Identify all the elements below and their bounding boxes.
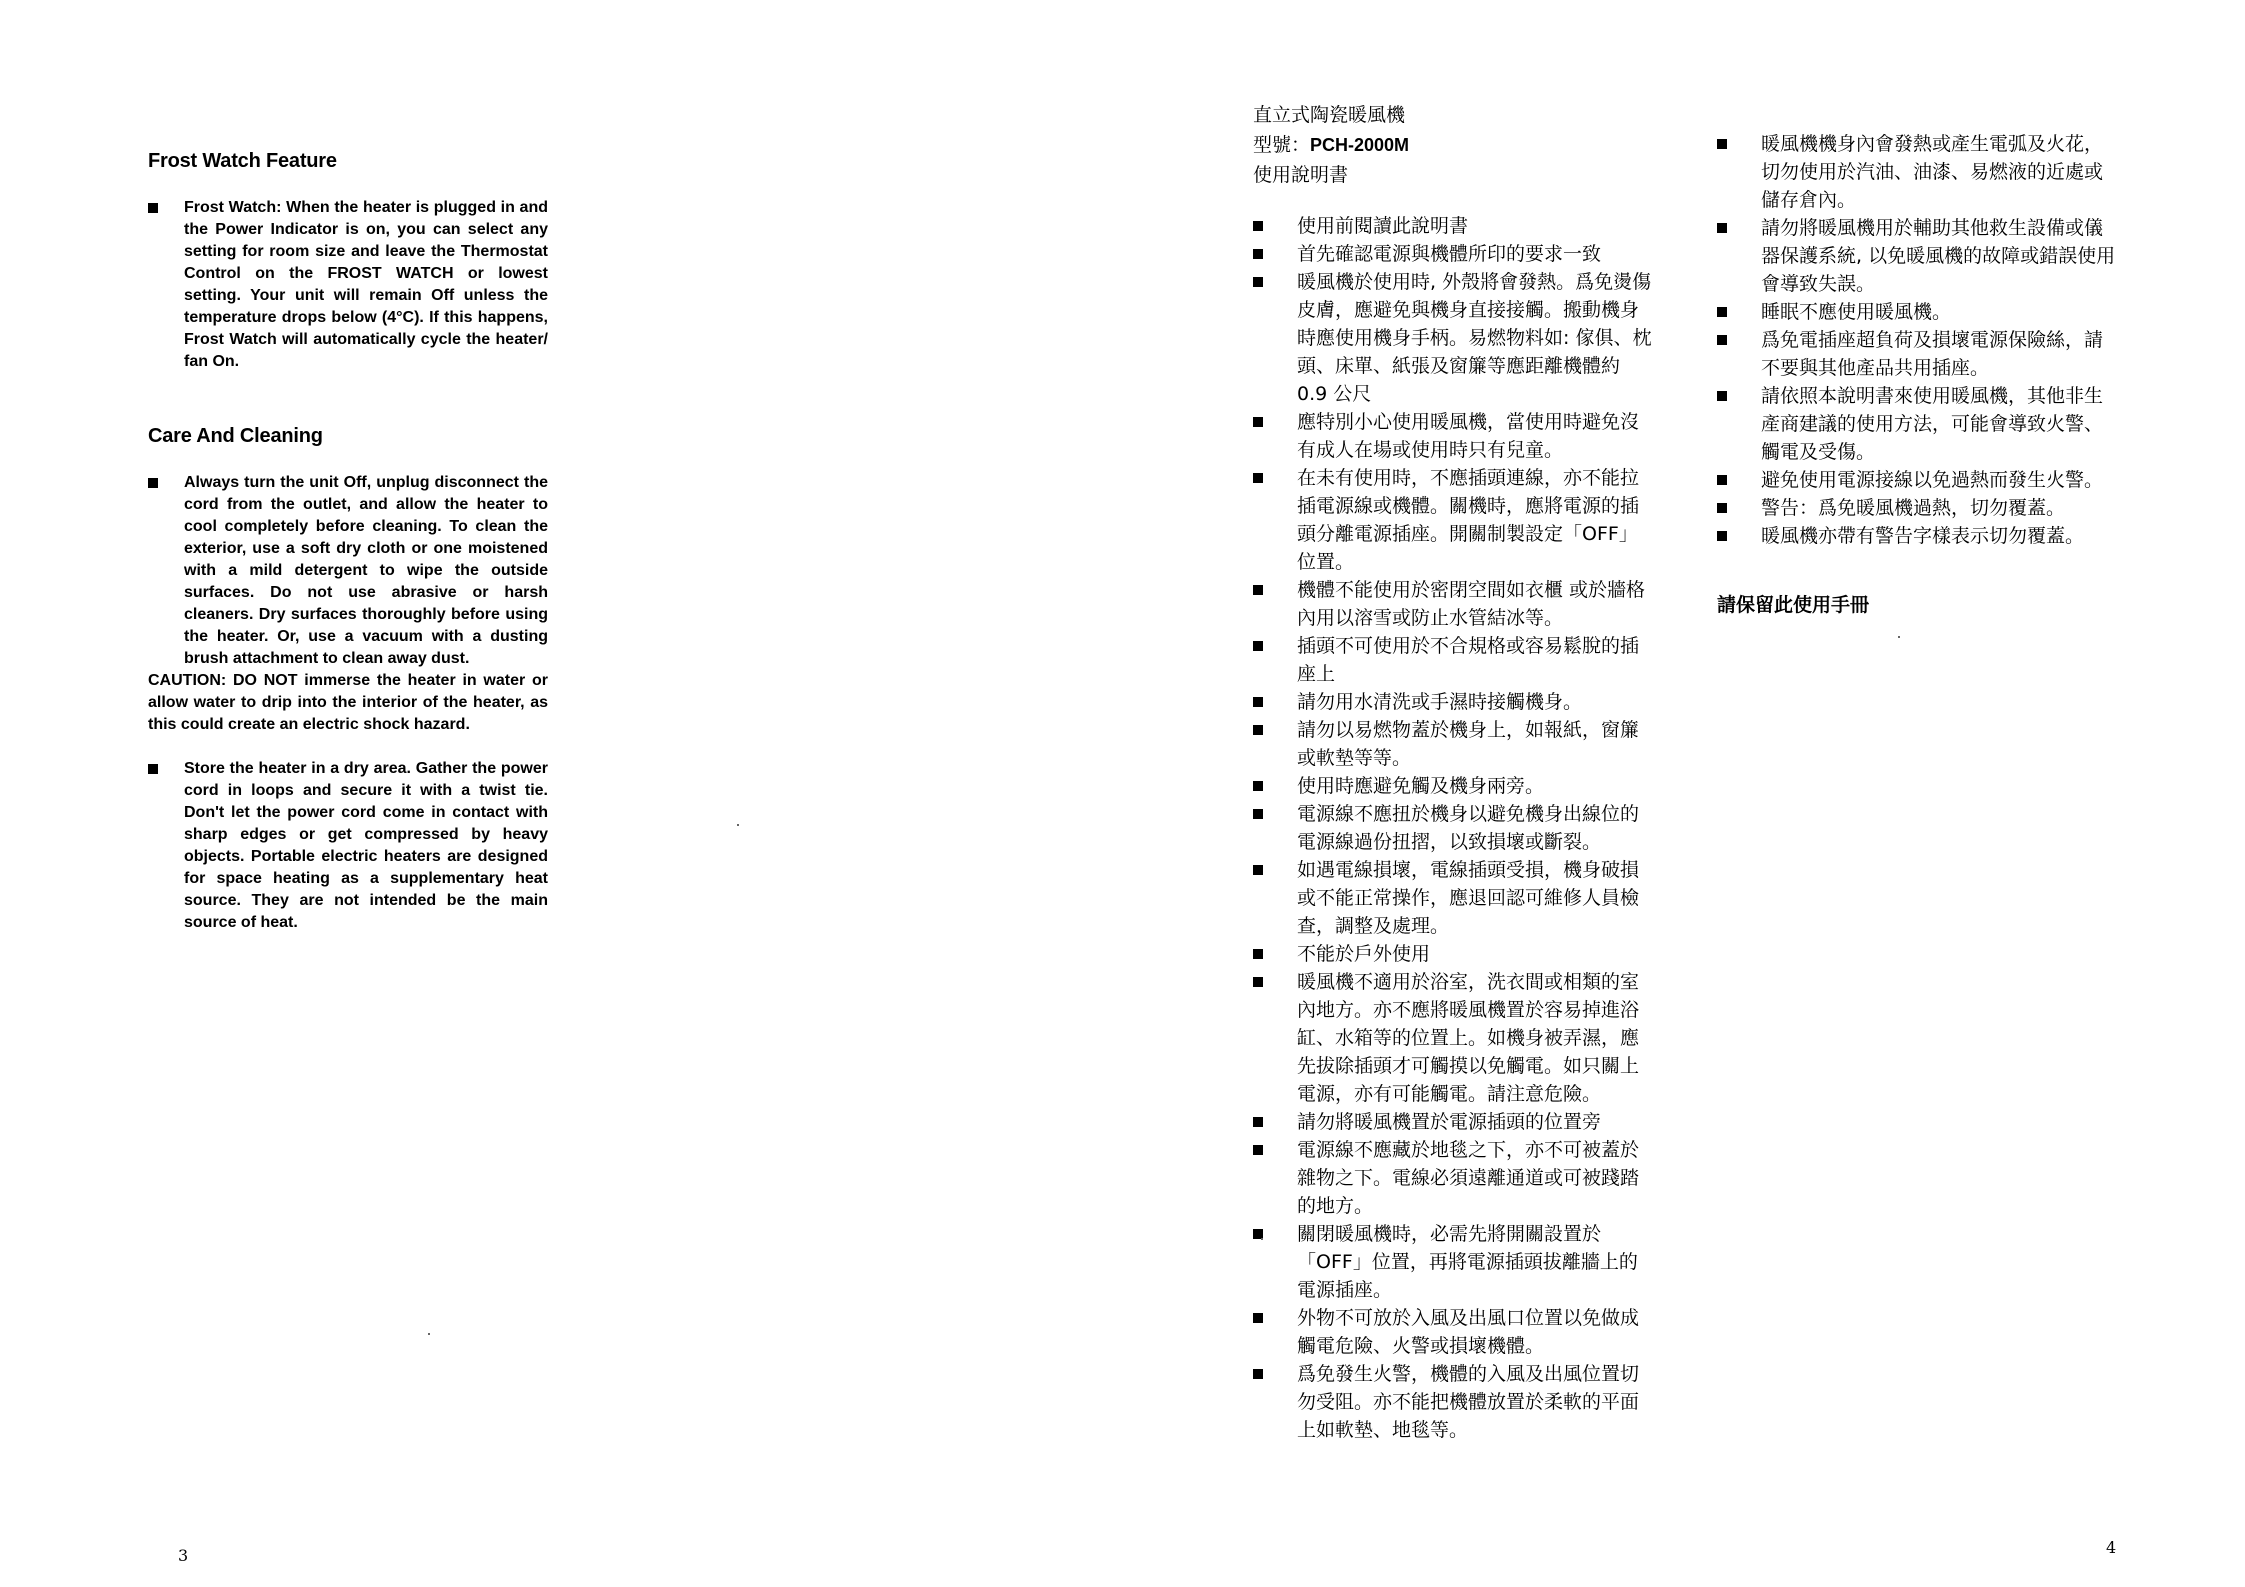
list-item-text: 請勿以易燃物蓋於機身上，如報紙，窗簾或軟墊等等。 — [1297, 719, 1640, 769]
list-item — [1253, 772, 1653, 800]
list-item — [1253, 688, 1653, 716]
bullet-square-icon — [1253, 725, 1263, 735]
list-item — [1253, 1304, 1653, 1360]
list-item — [1717, 494, 2117, 522]
bullet-square-icon — [1253, 809, 1263, 819]
bullet-square-icon — [148, 478, 158, 488]
frost-watch-title: Frost Watch Feature — [148, 150, 337, 172]
bullet-square-icon — [1717, 223, 1727, 233]
list-item-text: 爲免電插座超負荷及損壞電源保險絲，請不要與其他產品共用插座。 — [1761, 329, 2104, 379]
list-item — [1253, 716, 1653, 772]
bullet-square-icon — [1253, 1369, 1263, 1379]
list-item — [1717, 326, 2117, 382]
list-item — [1717, 466, 2117, 494]
list-item — [1253, 240, 1653, 268]
list-item — [1717, 214, 2117, 298]
bullet-square-icon — [1253, 249, 1263, 259]
list-item — [1253, 968, 1653, 1108]
list-item-text: 暖風機不適用於浴室，洗衣間或相類的室內地方。亦不應將暖風機置於容易掉進浴缸、水箱等的位置上。如機身被弄濕，應先拔除插頭才可觸摸以免觸電。如只關上電源，亦有可能觸電。請注意危險。 — [1297, 971, 1640, 1105]
list-item — [1253, 576, 1653, 632]
document-header — [1253, 100, 1409, 190]
list-item — [148, 197, 548, 373]
list-item-text: 關閉暖風機時，必需先將開關設置於「OFF」位置，再將電源插頭拔離牆上的電源插座。 — [1297, 1223, 1638, 1301]
care-cleaning-title: Care And Cleaning — [148, 425, 323, 447]
list-item-text: 爲免發生火警，機體的入風及出風位置切勿受阻。亦不能把機體放置於柔軟的平面上如軟墊、地毯等。 — [1297, 1363, 1640, 1441]
page-number-right: 4 — [2106, 1538, 2117, 1557]
list-item-text: 如遇電線損壞，電線插頭受損，機身破損或不能正常操作，應退回認可維修人員檢查，調整及處理。 — [1297, 859, 1640, 937]
bullet-square-icon — [1717, 335, 1727, 345]
safety-list-2 — [1717, 130, 2117, 550]
storage-list — [148, 758, 548, 934]
list-item-text: 應特別小心使用暖風機，當使用時避免沒有成人在場或使用時只有兒童。 — [1297, 411, 1640, 461]
scan-speck — [428, 1333, 430, 1335]
list-item-text: 警告：爲免暖風機過熱，切勿覆蓋。 — [1761, 497, 2066, 519]
safety-column-1 — [1253, 212, 1653, 1444]
page-number-left: 3 — [178, 1546, 189, 1565]
list-item-text: 睡眠不應使用暖風機。 — [1761, 301, 1952, 323]
list-item-text: 暖風機機身內會發熱或產生電弧及火花，切勿使用於汽油、油漆、易燃液的近處或儲存倉內。 — [1761, 133, 2104, 211]
list-item-text: 在未有使用時，不應插頭連線，亦不能拉插電源線或機體。關機時，應將電源的插頭分離電源插座。開關制製設定「OFF」位置。 — [1297, 467, 1640, 573]
model-label: 型號： — [1253, 134, 1311, 156]
bullet-square-icon — [1253, 641, 1263, 651]
list-item — [1253, 800, 1653, 856]
list-item-text: Frost Watch: When the heater is plugged in and the Power Indicator is on, you can select any setting for room size and leave the Thermostat Control on the FROST WATCH or lowest setting. Your unit will remain Off unless the temperature drops below (4°C). If this happens, Frost Watch will automatically cycle the heater/ fan On. — [184, 199, 548, 370]
list-item — [1253, 408, 1653, 464]
list-item — [1717, 130, 2117, 214]
bullet-square-icon — [1253, 417, 1263, 427]
list-item — [1253, 1220, 1653, 1304]
list-item-text: 請勿用水清洗或手濕時接觸機身。 — [1297, 691, 1583, 713]
scan-speck — [737, 824, 739, 826]
list-item — [1717, 298, 2117, 326]
list-item-text: 機體不能使用於密閉空間如衣櫃 或於牆格內用以溶雪或防止水管結冰等。 — [1297, 579, 1646, 629]
list-item — [1253, 940, 1653, 968]
bullet-square-icon — [1253, 585, 1263, 595]
list-item — [1253, 268, 1653, 408]
bullet-square-icon — [1717, 503, 1727, 513]
list-item-text: 插頭不可使用於不合規格或容易鬆脫的插座上 — [1297, 635, 1640, 685]
bullet-square-icon — [1253, 221, 1263, 231]
bullet-square-icon — [1253, 473, 1263, 483]
model-number: PCH-2000M — [1310, 135, 1410, 155]
bullet-square-icon — [1717, 391, 1727, 401]
list-item — [1253, 1108, 1653, 1136]
list-item — [148, 472, 548, 670]
list-item-text: 避免使用電源接線以免過熱而發生火警。 — [1761, 469, 2104, 491]
bullet-square-icon — [148, 764, 158, 774]
list-item — [1253, 212, 1653, 240]
list-item — [1253, 1136, 1653, 1220]
list-item — [1253, 856, 1653, 940]
bullet-square-icon — [1253, 1117, 1263, 1127]
bullet-square-icon — [1717, 307, 1727, 317]
left-page-column — [148, 150, 548, 934]
bullet-square-icon — [1253, 1313, 1263, 1323]
bullet-square-icon — [1253, 781, 1263, 791]
list-item-text: 請勿將暖風機置於電源插頭的位置旁 — [1297, 1111, 1602, 1133]
bullet-square-icon — [148, 203, 158, 213]
list-item-text: 暖風機亦帶有警告字樣表示切勿覆蓋。 — [1761, 525, 2085, 547]
manual-title: 使用說明書 — [1253, 164, 1349, 186]
bullet-square-icon — [1253, 277, 1263, 287]
bullet-square-icon — [1253, 865, 1263, 875]
bullet-square-icon — [1253, 697, 1263, 707]
safety-column-2 — [1717, 130, 2117, 617]
bullet-square-icon — [1717, 475, 1727, 485]
list-item-text: 不能於戶外使用 — [1297, 943, 1431, 965]
list-item-text: 使用時應避免觸及機身兩旁。 — [1297, 775, 1545, 797]
safety-list-1 — [1253, 212, 1653, 1444]
bullet-square-icon — [1717, 531, 1727, 541]
list-item — [1253, 464, 1653, 576]
care-cleaning-list — [148, 472, 548, 670]
list-item-text: Always turn the unit Off, unplug disconnect the cord from the outlet, and allow the heater to cool completely before cleaning. To clean the exterior, use a soft dry cloth or one moistened with a mild detergent to wipe the outside surfaces. Do not use abrasive or harsh cleaners. Dry surfaces thoroughly before using the heater. Or, use a vacuum with a dusting brush attachment to clean away dust. — [184, 474, 548, 667]
list-item — [1253, 632, 1653, 688]
list-item-text: 請依照本說明書來使用暖風機，其他非生產商建議的使用方法，可能會導致火警、觸電及受傷。 — [1761, 385, 2104, 463]
list-item-text: 電源線不應藏於地毯之下，亦不可被蓋於雜物之下。電線必須遠離通道或可被踐踏的地方。 — [1297, 1139, 1640, 1217]
list-item-text: 首先確認電源與機體所印的要求一致 — [1297, 243, 1602, 265]
scan-speck — [1261, 1238, 1263, 1240]
bullet-square-icon — [1253, 977, 1263, 987]
scan-speck — [1898, 636, 1900, 638]
list-item — [148, 758, 548, 934]
list-item — [1253, 1360, 1653, 1444]
list-item-text: 暖風機於使用時, 外殼將會發熱。爲免燙傷皮膚，應避免與機身直接接觸。搬動機身時應使用機身手柄。易燃物料如: 傢俱、枕頭、床單、紙張及窗簾等應距離機體約 0.9 公尺 — [1297, 271, 1652, 405]
list-item-text: 使用前閱讀此說明書 — [1297, 215, 1469, 237]
bullet-square-icon — [1717, 139, 1727, 149]
list-item-text: 請勿將暖風機用於輔助其他救生設備或儀器保護系統, 以免暖風機的故障或錯誤使用會導致失誤。 — [1761, 217, 2116, 295]
model-line — [1253, 130, 1409, 160]
list-item-text: 外物不可放於入風及出風口位置以免做成觸電危險、火警或損壞機體。 — [1297, 1307, 1640, 1357]
bullet-square-icon — [1253, 1145, 1263, 1155]
list-item-text: Store the heater in a dry area. Gather the power cord in loops and secure it with a twist tie. Don't let the power cord come in contact with sharp edges or get compressed by heavy objects. Portable electric heaters are designed for space heating as a supplementary heat source. They are not intended be the main source of heat. — [184, 760, 548, 931]
frost-watch-list — [148, 197, 548, 373]
product-name: 直立式陶瓷暖風機 — [1253, 104, 1406, 126]
keep-manual-note: 請保留此使用手冊 — [1717, 594, 1870, 616]
list-item-text: 電源線不應扭於機身以避免機身出線位的電源線過份扭摺，以致損壞或斷裂。 — [1297, 803, 1640, 853]
bullet-square-icon — [1253, 949, 1263, 959]
caution-text: CAUTION: DO NOT immerse the heater in water or allow water to drip into the interior of the heater, as this could create an electric shock hazard. — [148, 672, 548, 733]
list-item — [1717, 522, 2117, 550]
list-item — [1717, 382, 2117, 466]
